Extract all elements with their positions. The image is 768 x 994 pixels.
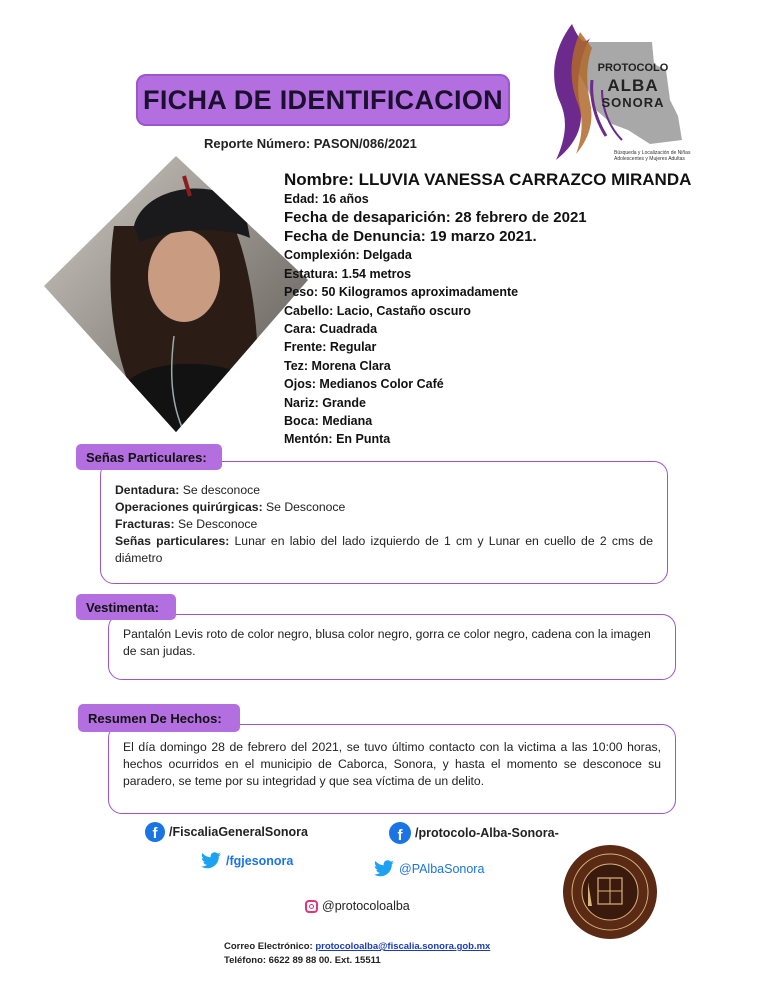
vestimenta-box [108,614,676,680]
facebook-icon: f [145,822,165,842]
person-forehead: Frente: Regular [284,340,377,355]
resumen-box [108,724,676,814]
twitter-fgjesonora-label: /fgjesonora [226,854,294,868]
person-weight: Peso: 50 Kilogramos aproximadamente [284,285,519,300]
fiscalia-seal [560,842,660,942]
vestimenta-text: Pantalón Levis roto de color negro, blusa color negro, gorra ce color negro, cadena con la imagen de san judas. [123,627,651,658]
facebook-protocolo[interactable] [389,822,559,844]
person-face: Cara: Cuadrada [284,322,378,337]
facebook-protocolo-label: /protocolo-Alba-Sonora- [415,826,559,840]
report-date: Fecha de Denuncia: 19 marzo 2021. [284,228,537,246]
logo-line-3: SONORA [601,95,665,110]
instagram-label: @protocoloalba [322,899,410,913]
title-banner [136,74,510,126]
page-title: FICHA DE IDENTIFICACION [143,84,503,115]
logo-line-1: PROTOCOLO [597,62,669,74]
twitter-icon [200,852,222,870]
resumen-tab: Resumen De Hechos: [78,704,240,732]
fracturas-row: Fracturas: Se Desconoce [115,517,258,531]
person-info [284,170,704,449]
facebook-fiscalia[interactable] [145,822,308,842]
email-link[interactable]: protocoloalba@fiscalia.sonora.gob.mx [315,941,491,952]
person-complexion: Tez: Morena Clara [284,358,391,373]
instagram-icon [305,900,318,913]
missing-person-photo [44,156,308,432]
contact-info [224,940,490,968]
person-height: Estatura: 1.54 metros [284,266,412,281]
person-mouth: Boca: Mediana [284,414,373,429]
person-name: Nombre: LLUVIA VANESSA CARRAZCO MIRANDA [284,170,692,189]
twitter-palbasonora[interactable] [373,860,484,878]
senas-tab: Señas Particulares: [76,444,222,470]
facebook-fiscalia-label: /FiscaliaGeneralSonora [169,825,308,839]
operaciones-row: Operaciones quirúrgicas: Se Desconoce [115,500,346,514]
person-chin: Mentón: En Punta [284,432,391,447]
senas-particulares-row: Señas particulares: Lunar en labio del lado izquierdo de 1 cm y Lunar en cuello de 2 cms de diámetro [115,534,653,565]
dentadura-row: Dentadura: Se desconoce [115,483,260,497]
twitter-icon [373,860,395,878]
senas-box [100,461,668,584]
logo-text [588,60,678,111]
person-hair: Cabello: Lacio, Castaño oscuro [284,303,471,318]
disappearance-date: Fecha de desaparición: 28 febrero de 2021 [284,209,587,227]
facebook-icon: f [389,822,411,844]
logo-subtitle: Búsqueda y Localización de Niñas Adolescentes y Mujeres Adultas [614,150,691,162]
person-build: Complexión: Delgada [284,248,412,263]
report-number: Reporte Número: PASON/086/2021 [204,136,417,151]
twitter-fgjesonora[interactable] [200,852,293,870]
person-eyes: Ojos: Medianos Color Café [284,377,444,392]
phone-row: Teléfono: 6622 89 88 00. Ext. 15511 [224,955,381,966]
vestimenta-tab: Vestimenta: [76,594,176,620]
person-nose: Nariz: Grande [284,395,366,410]
logo-line-2: ALBA [607,76,659,95]
person-age: Edad: 16 años [284,192,369,206]
twitter-palbasonora-label: @PAlbaSonora [399,862,485,876]
resumen-text: El día domingo 28 de febrero del 2021, se tuvo último contacto con la victima a las 10:00 horas, hechos ocurridos en el municipio de Caborca, Sonora, y hasta el momento se desconoce su paradero, se teme por su integridad y que sea víctima de un delito. [123,740,661,788]
email-row: Correo Electrónico: protocoloalba@fiscalia.sonora.gob.mx [224,941,491,952]
instagram-protocoloalba[interactable] [305,899,410,913]
